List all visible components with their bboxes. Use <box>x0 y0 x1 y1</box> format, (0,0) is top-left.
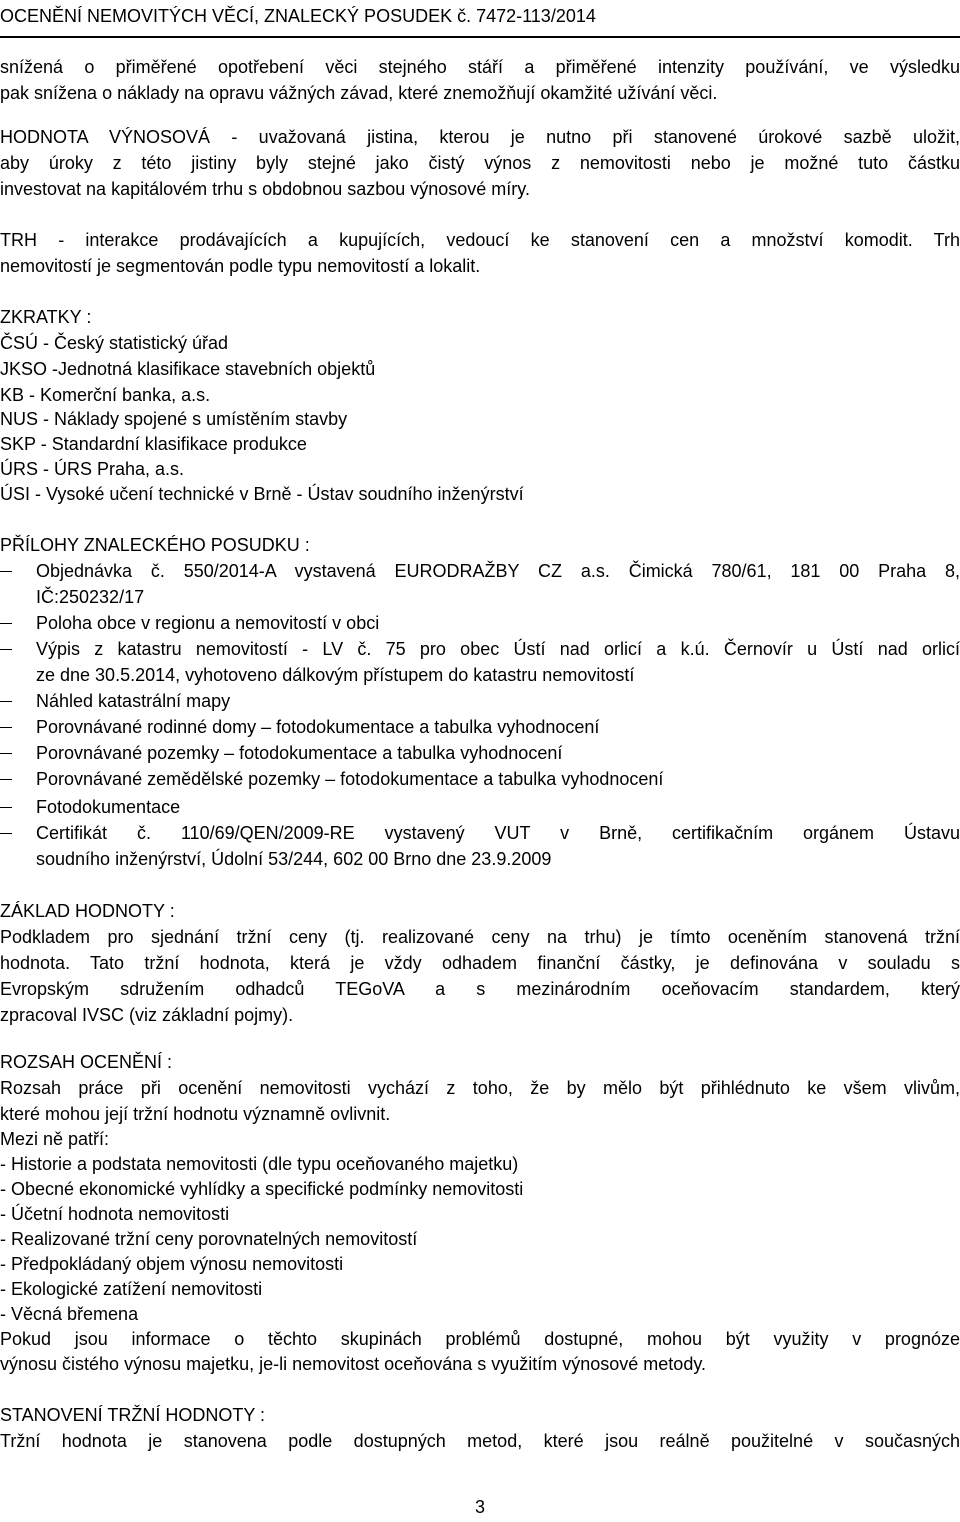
section-heading-scope: ROZSAH OCENĚNÍ : <box>0 1052 173 1072</box>
paragraph-line: Evropským sdružením odhadců TEGoVA a s mezinárodním oceňovacím standardem, který <box>0 979 960 999</box>
scope-item: - Historie a podstata nemovitosti (dle typu oceňovaného majetku) <box>0 1154 519 1174</box>
attachment-text: IČ:250232/17 <box>36 587 145 607</box>
paragraph-line: nemovitostí je segmentován podle typu nemovitostí a lokalit. <box>0 256 481 276</box>
scope-item: - Věcná břemena <box>0 1304 139 1324</box>
abbreviation-item: ÚRS - ÚRS Praha, a.s. <box>0 459 185 479</box>
paragraph-line: které mohou její tržní hodnotu významně ovlivnit. <box>0 1104 391 1124</box>
header-divider <box>0 36 960 38</box>
abbreviation-item: KB - Komerční banka, a.s. <box>0 385 211 405</box>
abbreviation-item: JKSO -Jednotná klasifikace stavebních objektů <box>0 359 376 379</box>
attachment-text: Výpis z katastru nemovitostí - LV č. 75 pro obec Ústí nad orlicí a k.ú. Černovír u Ústí nad orlicí <box>36 639 960 659</box>
attachment-text: Objednávka č. 550/2014-A vystavená EURODRAŽBY CZ a.s. Čimická 780/61, 181 00 Praha 8, <box>36 561 960 581</box>
paragraph-line: výnosu čistého výnosu majetku, je-li nemovitost oceňována s využitím výnosové metody. <box>0 1354 706 1374</box>
attachment-text: Porovnávané rodinné domy – fotodokumentace a tabulka vyhodnocení <box>36 717 600 737</box>
page-header-title: OCENĚNÍ NEMOVITÝCH VĚCÍ, ZNALECKÝ POSUDEK č. 7472-113/2014 <box>0 6 596 26</box>
abbreviation-item: NUS - Náklady spojené s umístěním stavby <box>0 409 348 429</box>
paragraph-line: Podkladem pro sjednání tržní ceny (tj. realizované ceny na trhu) je tímto oceněním stanovená tržní <box>0 927 960 947</box>
section-heading-abbreviations: ZKRATKY : <box>0 307 92 327</box>
paragraph-line: Rozsah práce při ocenění nemovitosti vychází z toho, že by mělo být přihlédnuto ke všem vlivům, <box>0 1078 960 1098</box>
paragraph-line: snížená o přiměřené opotřebení věci stejného stáří a přiměřené intenzity používání, ve výsledku <box>0 57 960 77</box>
paragraph-line: TRH - interakce prodávajících a kupujících, vedoucí ke stanovení cen a množství komodit. Trh <box>0 230 960 250</box>
attachment-text: Náhled katastrální mapy <box>36 691 231 711</box>
attachment-text: Poloha obce v regionu a nemovitostí v obci <box>36 613 380 633</box>
paragraph-line: HODNOTA VÝNOSOVÁ - uvažovaná jistina, kterou je nutno při stanovené úrokové sazbě uložit, <box>0 127 960 147</box>
abbreviation-item: ČSÚ - Český statistický úřad <box>0 333 229 353</box>
scope-item: - Realizované tržní ceny porovnatelných nemovitostí <box>0 1229 418 1249</box>
paragraph-line: Pokud jsou informace o těchto skupinách problémů dostupné, mohou být využity v prognóze <box>0 1329 960 1349</box>
paragraph-line: aby úroky z této jistiny byly stejné jako čistý výnos z nemovitosti nebo je možné tuto částku <box>0 153 960 173</box>
scope-item: - Předpokládaný objem výnosu nemovitosti <box>0 1254 344 1274</box>
attachment-text: Porovnávané zemědělské pozemky – fotodokumentace a tabulka vyhodnocení <box>36 769 664 789</box>
paragraph-line: hodnota. Tato tržní hodnota, která je vždy odhadem finanční částky, je definována v souladu s <box>0 953 960 973</box>
scope-item: - Ekologické zatížení nemovitosti <box>0 1279 263 1299</box>
abbreviation-item: ÚSI - Vysoké učení technické v Brně - Ústav soudního inženýrství <box>0 484 524 504</box>
attachment-text: ze dne 30.5.2014, vyhotoveno dálkovým přístupem do katastru nemovitostí <box>36 665 635 685</box>
section-heading-market-value: STANOVENÍ TRŽNÍ HODNOTY : <box>0 1405 266 1425</box>
page-number: 3 <box>474 1497 485 1517</box>
attachment-text: soudního inženýrství, Údolní 53/244, 602 00 Brno dne 23.9.2009 <box>36 849 552 869</box>
paragraph-line: Tržní hodnota je stanovena podle dostupných metod, které jsou reálně použitelné v současných <box>0 1431 960 1451</box>
scope-item: - Obecné ekonomické vyhlídky a specifické podmínky nemovitosti <box>0 1179 524 1199</box>
section-heading-basis: ZÁKLAD HODNOTY : <box>0 901 175 921</box>
paragraph-line: zpracoval IVSC (viz základní pojmy). <box>0 1005 294 1025</box>
paragraph-line: Mezi ně patří: <box>0 1129 110 1149</box>
attachment-text: Certifikát č. 110/69/QEN/2009-RE vystavený VUT v Brně, certifikačním orgánem Ústavu <box>36 823 960 843</box>
scope-item: - Účetní hodnota nemovitosti <box>0 1204 230 1224</box>
section-heading-attachments: PŘÍLOHY ZNALECKÉHO POSUDKU : <box>0 535 310 555</box>
attachment-text: Porovnávané pozemky – fotodokumentace a tabulka vyhodnocení <box>36 743 563 763</box>
attachment-text: Fotodokumentace <box>36 797 181 817</box>
paragraph-line: investovat na kapitálovém trhu s obdobnou sazbou výnosové míry. <box>0 179 530 199</box>
abbreviation-item: SKP - Standardní klasifikace produkce <box>0 434 307 454</box>
paragraph-line: pak snížena o náklady na opravu vážných závad, které znemožňují okamžité užívání věci. <box>0 83 718 103</box>
